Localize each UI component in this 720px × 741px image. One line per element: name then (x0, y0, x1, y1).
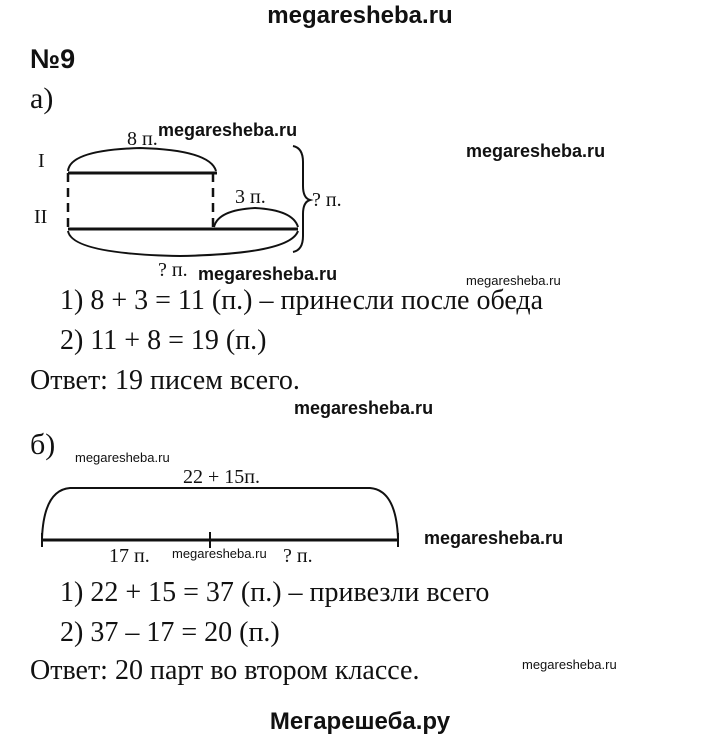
watermark: megaresheba.ru (75, 450, 170, 465)
brace-small (214, 208, 298, 227)
site-title: megaresheba.ru (267, 2, 453, 29)
solution-b-step-2: 2) 37 – 17 = 20 (п.) (60, 617, 280, 648)
solution-b-step-1: 1) 22 + 15 = 37 (п.) – привезли всего (60, 577, 490, 608)
top-brace-label: 8 п. (127, 128, 158, 150)
watermark: megaresheba.ru (158, 120, 298, 140)
watermark: megaresheba.ru (198, 264, 338, 284)
watermark: megaresheba.ru (522, 657, 617, 672)
watermark: megaresheba.ru (424, 528, 564, 548)
watermark: megaresheba.ru (294, 398, 434, 418)
row-1-label: I (38, 150, 45, 172)
watermark: megaresheba.ru (172, 546, 267, 561)
part-a-label: а) (30, 82, 54, 115)
top-brace-b-label: 22 + 15п. (183, 466, 260, 488)
solution-a-step-2: 2) 11 + 8 = 19 (п.) (60, 325, 267, 356)
answer-b: Ответ: 20 парт во втором классе. (30, 655, 420, 686)
part-b-label: б) (30, 428, 56, 461)
right-segment-b-label: ? п. (283, 545, 313, 567)
row-2-label: II (34, 206, 48, 228)
left-segment-b-label: 17 п. (109, 545, 150, 567)
brace-top (68, 148, 216, 171)
solution-a-step-1: 1) 8 + 3 = 11 (п.) – принесли после обеда (60, 285, 544, 316)
brace-bottom (68, 231, 298, 256)
watermark: megaresheba.ru (466, 273, 561, 288)
task-number: №9 (30, 44, 76, 74)
footer-brand: Мегарешеба.ру (269, 708, 451, 735)
answer-a: Ответ: 19 писем всего. (30, 365, 300, 396)
brace-b-top (42, 488, 398, 538)
right-brace-label: ? п. (312, 189, 342, 211)
small-brace-label: 3 п. (235, 186, 266, 208)
bottom-brace-label: ? п. (158, 259, 188, 281)
watermark: megaresheba.ru (466, 141, 606, 161)
